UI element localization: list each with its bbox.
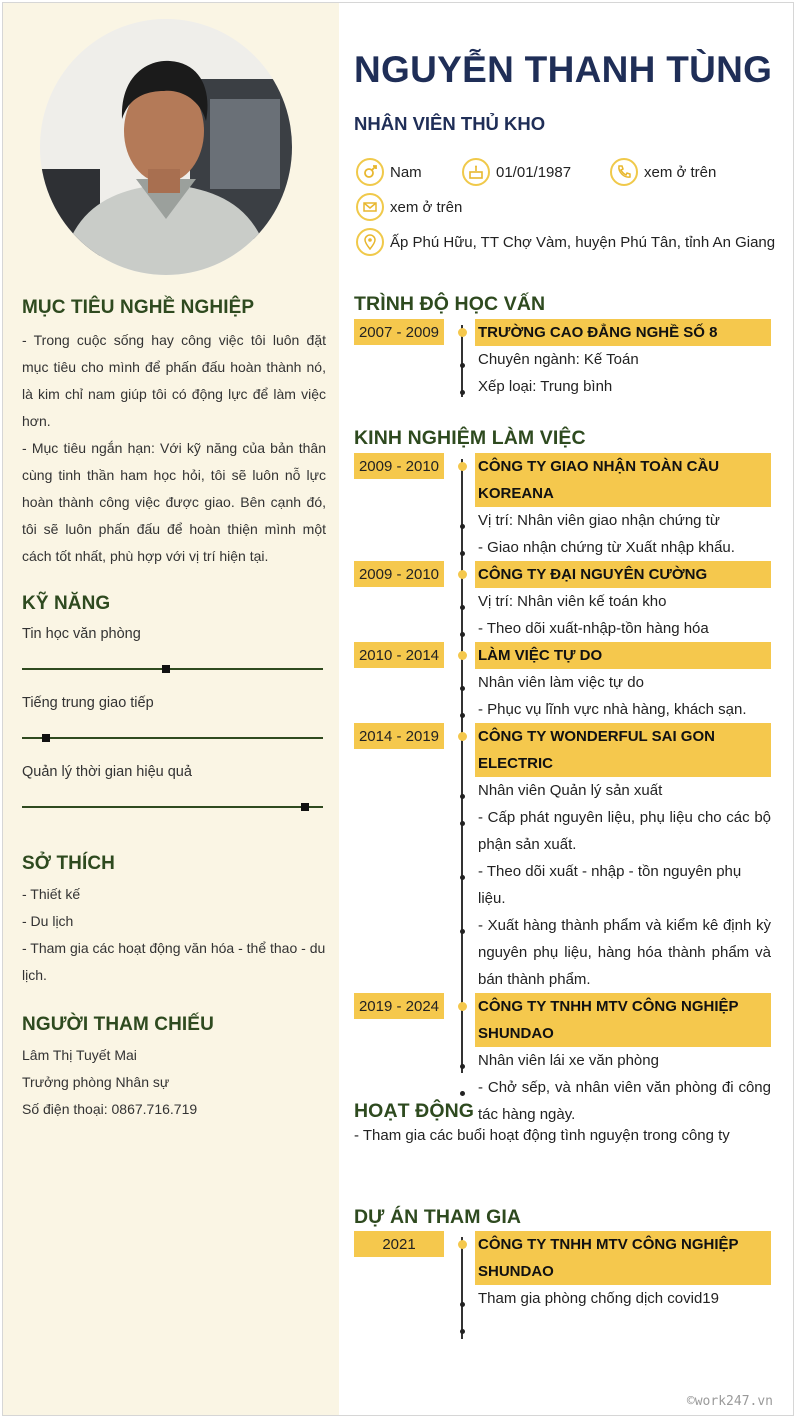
avatar-photo-icon [40,19,292,275]
candidate-name: NGUYỄN THANH TÙNG [354,49,773,90]
entry-detail [475,777,771,804]
references-heading: NGƯỜI THAM CHIẾU [22,1014,214,1035]
objective-heading: MỤC TIÊU NGHỀ NGHIỆP [22,297,255,318]
entry-title: LÀM VIỆC TỰ DO [475,642,771,669]
bullet-dot [460,605,465,610]
skill-level-marker [301,803,309,811]
detail-text: Nhân viên làm việc tự do [478,674,644,691]
bullet-dot [460,551,465,556]
timeline-dot [458,462,467,471]
skill-name: Quản lý thời gian hiệu quả [22,764,192,780]
map-pin-icon [356,228,384,256]
bullet-dot [460,632,465,637]
entry-date: 2009 - 2010 [354,561,444,587]
detail-text: Tham gia phòng chống dịch covid19 [478,1290,719,1307]
detail-text: Xếp loại: Trung bình [478,378,613,395]
education-entry [354,319,771,400]
entry-title: CÔNG TY TNHH MTV CÔNG NGHIỆP SHUNDAO [475,993,771,1047]
bullet-dot [460,1302,465,1307]
detail-text: - Theo dõi xuất - nhập - tồn nguyên phụ liệu. [478,863,742,907]
skill-bar [22,668,323,670]
timeline-dot [458,732,467,741]
experience-entry [354,453,771,561]
entry-detail [475,912,771,993]
hobbies-heading: SỞ THÍCH [22,853,116,874]
hobby-item: - Thiết kế [22,886,81,902]
entry-detail [475,1047,771,1074]
gender-info [356,158,422,186]
birthday-cake-icon [462,158,490,186]
activities-heading: HOẠT ĐỘNG [354,1100,475,1122]
timeline-dot [458,328,467,337]
entry-date: 2010 - 2014 [354,642,444,668]
timeline-dot [458,1240,467,1249]
bullet-dot [460,524,465,529]
projects-timeline [354,1231,771,1339]
reference-line: Trưởng phòng Nhân sự [22,1074,170,1090]
entry-title: CÔNG TY TNHH MTV CÔNG NGHIỆP SHUNDAO [475,1231,771,1285]
entry-date: 2009 - 2010 [354,453,444,479]
gender-icon [356,158,384,186]
phone-info [610,158,716,186]
detail-text: - Theo dõi xuất-nhập-tồn hàng hóa [478,620,709,637]
skill-name: Tin học văn phòng [22,626,141,642]
detail-text: Chuyên ngành: Kế Toán [478,351,639,368]
education-timeline [354,319,771,400]
entry-detail [475,858,771,912]
birthday-info [462,158,571,186]
detail-text: - Chở sếp, và nhân viên văn phòng đi công tác hàng ngày. [478,1079,771,1123]
entry-date: 2019 - 2024 [354,993,444,1019]
entry-detail [475,346,771,373]
hobbies-list [22,881,326,989]
bullet-dot [460,686,465,691]
gender-value: Nam [390,163,422,181]
objective-paragraph: - Trong cuộc sống hay công việc tôi luôn đặt mục tiêu cho mình để phấn đấu hoàn thành nó, là kim chỉ nam giúp tôi có động lực để làm việc hơn. [22,332,326,429]
experience-entry [354,723,771,993]
bullet-dot [460,794,465,799]
entry-detail [475,615,771,642]
phone-icon [610,158,638,186]
detail-text: - Giao nhận chứng từ Xuất nhập khẩu. [478,539,735,556]
objective-paragraph: - Mục tiêu ngắn hạn: Với kỹ năng của bản thân cùng tinh thần ham học hỏi, tôi sẽ luôn nỗ lực hoàn thành công việc được giao. Bên cạnh đó, tôi sẽ luôn phấn đấu để hoàn thiện mình một cách tốt nhất, phù hợp với vị trí hiện tại. [22,440,326,564]
entry-date: 2014 - 2019 [354,723,444,749]
skill-level-marker [162,665,170,673]
experience-timeline [354,453,771,1128]
bullet-dot [460,1329,465,1334]
detail-text: Nhân viên Quản lý sản xuất [478,782,663,799]
entry-detail [475,1312,771,1339]
reference-line: Lâm Thị Tuyết Mai [22,1047,137,1063]
bullet-dot [460,363,465,368]
detail-text: Vị trí: Nhân viên giao nhận chứng từ [478,512,720,529]
cv-page [2,2,794,1416]
references-list [22,1042,326,1123]
hobby-item: - Du lịch [22,913,74,929]
entry-detail [475,507,771,534]
entry-title: CÔNG TY WONDERFUL SAI GON ELECTRIC [475,723,771,777]
timeline-dot [458,651,467,660]
birthday-value: 01/01/1987 [496,163,572,181]
skill-bar [22,737,323,739]
activity-text: - Tham gia các buổi hoạt động tình nguyện trong công ty [354,1127,730,1144]
email-value: xem ở trên [390,198,463,216]
project-entry [354,1231,771,1339]
detail-text: Nhân viên lái xe văn phòng [478,1052,659,1069]
bullet-dot [460,1091,465,1096]
bullet-dot [460,821,465,826]
entry-detail [475,588,771,615]
detail-text: - Cấp phát nguyên liệu, phụ liệu cho các bộ phận sản xuất. [478,809,771,853]
address-info [356,228,775,256]
bullet-dot [460,713,465,718]
entry-detail [475,373,771,400]
bullet-dot [460,929,465,934]
sidebar [3,3,339,1416]
entry-detail [475,696,771,723]
entry-date: 2021 [354,1231,444,1257]
entry-detail [475,669,771,696]
avatar [40,19,292,275]
skill-bar [22,806,323,808]
timeline-dot [458,1002,467,1011]
bullet-dot [460,875,465,880]
detail-text: - Xuất hàng thành phẩm và kiểm kê định kỳ nguyên phụ liệu, hàng hóa thành phẩm và bán thành phẩm. [478,917,771,988]
skills-heading: KỸ NĂNG [22,593,111,614]
entry-title: TRƯỜNG CAO ĐẲNG NGHỀ SỐ 8 [475,319,771,346]
entry-detail [475,804,771,858]
phone-value: xem ở trên [644,163,717,181]
detail-text: Vị trí: Nhân viên kế toán kho [478,593,667,610]
entry-date: 2007 - 2009 [354,319,444,345]
projects-heading: DỰ ÁN THAM GIA [354,1206,522,1228]
hobby-item: - Tham gia các hoạt động văn hóa - thể thao - du lịch. [22,940,326,983]
timeline-dot [458,570,467,579]
skill-name: Tiếng trung giao tiếp [22,695,154,711]
entry-detail [475,1285,771,1312]
entry-detail [475,1074,771,1128]
education-heading: TRÌNH ĐỘ HỌC VẤN [354,293,546,315]
detail-text: - Phục vụ lĩnh vực nhà hàng, khách sạn. [478,701,747,718]
skill-level-marker [42,734,50,742]
entry-detail [475,534,771,561]
email-info [356,193,462,221]
email-icon [356,193,384,221]
reference-line: Số điện thoại: 0867.716.719 [22,1101,198,1117]
address-value: Ấp Phú Hữu, TT Chợ Vàm, huyện Phú Tân, tỉnh An Giang [390,233,776,251]
watermark: ©work247.vn [686,1394,773,1409]
entry-title: CÔNG TY GIAO NHẬN TOÀN CẦU KOREANA [475,453,771,507]
bullet-dot [460,390,465,395]
experience-heading: KINH NGHIỆM LÀM VIỆC [354,427,586,449]
entry-title: CÔNG TY ĐẠI NGUYÊN CƯỜNG [475,561,771,588]
experience-entry [354,561,771,642]
experience-entry [354,642,771,723]
objective-text [22,327,326,570]
job-title: NHÂN VIÊN THỦ KHO [354,113,546,134]
bullet-dot [460,1064,465,1069]
